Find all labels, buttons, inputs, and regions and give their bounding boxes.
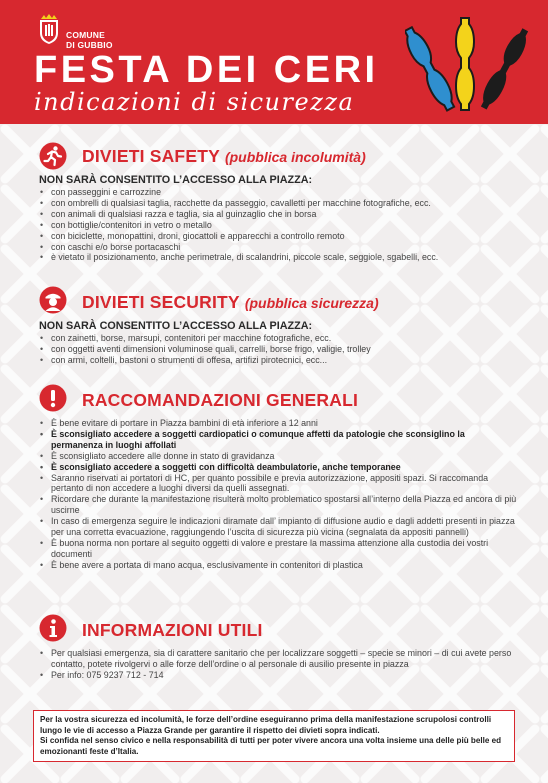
gubbio-crest-icon <box>37 13 61 45</box>
running-person-icon <box>39 142 67 170</box>
list-item: • Saranno riservati ai portatori di HC, per quanto possibile e previa autorizzazione, appositi spazi. Si raccomanda pertanto di non accedere a luoghi diversi da quelli assegnati. <box>39 473 517 495</box>
security-list <box>39 333 517 366</box>
header-banner <box>0 0 548 124</box>
list-item: • con animali di qualsiasi razza e taglia, sia al guinzaglio che in borsa <box>39 209 517 220</box>
list-item: • È buona norma non portare al seguito oggetti di valore e prestare la massima attenzione alla custodia dei vostri documenti <box>39 538 517 560</box>
list-item: • È sconsigliato accedere a soggetti con difficoltà deambulatorie, anche temporanee <box>39 462 517 473</box>
safety-subtitle: (pubblica incolumità) <box>224 149 366 165</box>
police-officer-icon <box>39 286 67 314</box>
list-item: • In caso di emergenza seguire le indicazioni diramate dall’ impianto di diffusione audio e dagli addetti presenti in piazza per una corretta evacuazione, raggiungendo l’uscita di sicurezza più vicina (segnalata da appositi pannelli) <box>39 516 517 538</box>
list-item: • con bottiglie/contenitori in vetro o metallo <box>39 220 517 231</box>
comune-line2: DI GUBBIO <box>66 40 113 50</box>
content-area <box>0 124 548 783</box>
safety-title: DIVIETI SAFETY <box>82 146 220 166</box>
safety-heading <box>82 146 366 167</box>
list-item: • con caschi e/o borse portacaschi <box>39 242 517 253</box>
security-lead: NON SARÀ CONSENTITO L’ACCESSO ALLA PIAZZA: <box>39 320 313 332</box>
security-subtitle: (pubblica sicurezza) <box>244 295 379 311</box>
info-list <box>39 648 517 681</box>
footer-line1: Per la vostra sicurezza ed incolumità, le forze dell’ordine eseguiranno prima della manifestazione scrupolosi controlli lungo le vie di accesso a Piazza Grande per garantire il rispetto dei divieti sopra indicati. <box>40 715 492 735</box>
safety-lead: NON SARÀ CONSENTITO L’ACCESSO ALLA PIAZZA: <box>39 174 313 186</box>
list-item: • È sconsigliato accedere alle donne in stato di gravidanza <box>39 451 517 462</box>
safety-list <box>39 187 517 263</box>
exclamation-icon <box>39 384 67 412</box>
info-heading <box>82 620 263 641</box>
list-item: • con zainetti, borse, marsupi, contenitori per macchine fotografiche, ecc. <box>39 333 517 344</box>
list-item: • con passeggini e carrozzine <box>39 187 517 198</box>
recommendations-heading <box>82 390 358 411</box>
security-title: DIVIETI SECURITY <box>82 292 240 312</box>
page-title: FESTA DEI CERI <box>34 49 379 91</box>
list-item: • con oggetti aventi dimensioni voluminose quali, carrelli, borse frigo, valigie, trolley <box>39 344 517 355</box>
security-heading <box>82 292 379 313</box>
page-subtitle: indicazioni di sicurezza <box>34 88 355 116</box>
list-item: • È sconsigliato accedere a soggetti cardiopatici o comunque affetti da patologie che sconsiglino la permanenza in luoghi affollati <box>39 429 517 451</box>
list-item: • con biciclette, monopattini, droni, giocattoli e apparecchi a controllo remoto <box>39 231 517 242</box>
list-item: • Per info: 075 9237 712 - 714 <box>39 670 517 681</box>
comune-line1: COMUNE <box>66 30 105 40</box>
ceri-candles-icon <box>405 14 535 114</box>
info-title: INFORMAZIONI UTILI <box>82 620 263 640</box>
recommendations-title: RACCOMANDAZIONI GENERALI <box>82 390 359 410</box>
comune-label <box>66 30 113 50</box>
list-item: • Ricordare che durante la manifestazione risulterà molto problematico spostarsi all’interno della Piazza ed ancora di più uscirne <box>39 494 517 516</box>
info-icon <box>39 614 67 642</box>
footer-line2: Si confida nel senso civico e nella responsabilità di tutti per poter vivere ancora una volta insieme una delle più belle ed emozionanti feste d’Italia. <box>40 736 502 756</box>
recommendations-list <box>39 418 517 571</box>
footer-notice <box>33 710 515 762</box>
list-item: • con ombrelli di qualsiasi taglia, racchette da passeggio, cavalletti per macchine fotografiche, ecc. <box>39 198 517 209</box>
list-item: • con armi, coltelli, bastoni o strumenti di offesa, artifizi pirotecnici, ecc... <box>39 355 517 366</box>
list-item: • È bene avere a portata di mano acqua, esclusivamente in contenitori di plastica <box>39 560 517 571</box>
list-item: • è vietato il posizionamento, anche perimetrale, di scalandrini, piccole scale, seggiole, sgabelli, ecc. <box>39 252 517 263</box>
credits-mark <box>523 716 535 766</box>
list-item: • È bene evitare di portare in Piazza bambini di età inferiore a 12 anni <box>39 418 517 429</box>
list-item: • Per qualsiasi emergenza, sia di carattere sanitario che per localizzare soggetti – specie se minori – di cui avete perso contatto, potete rivolgervi o alle forze dell’ordine o al personale di ausilio presente in piazza <box>39 648 517 670</box>
